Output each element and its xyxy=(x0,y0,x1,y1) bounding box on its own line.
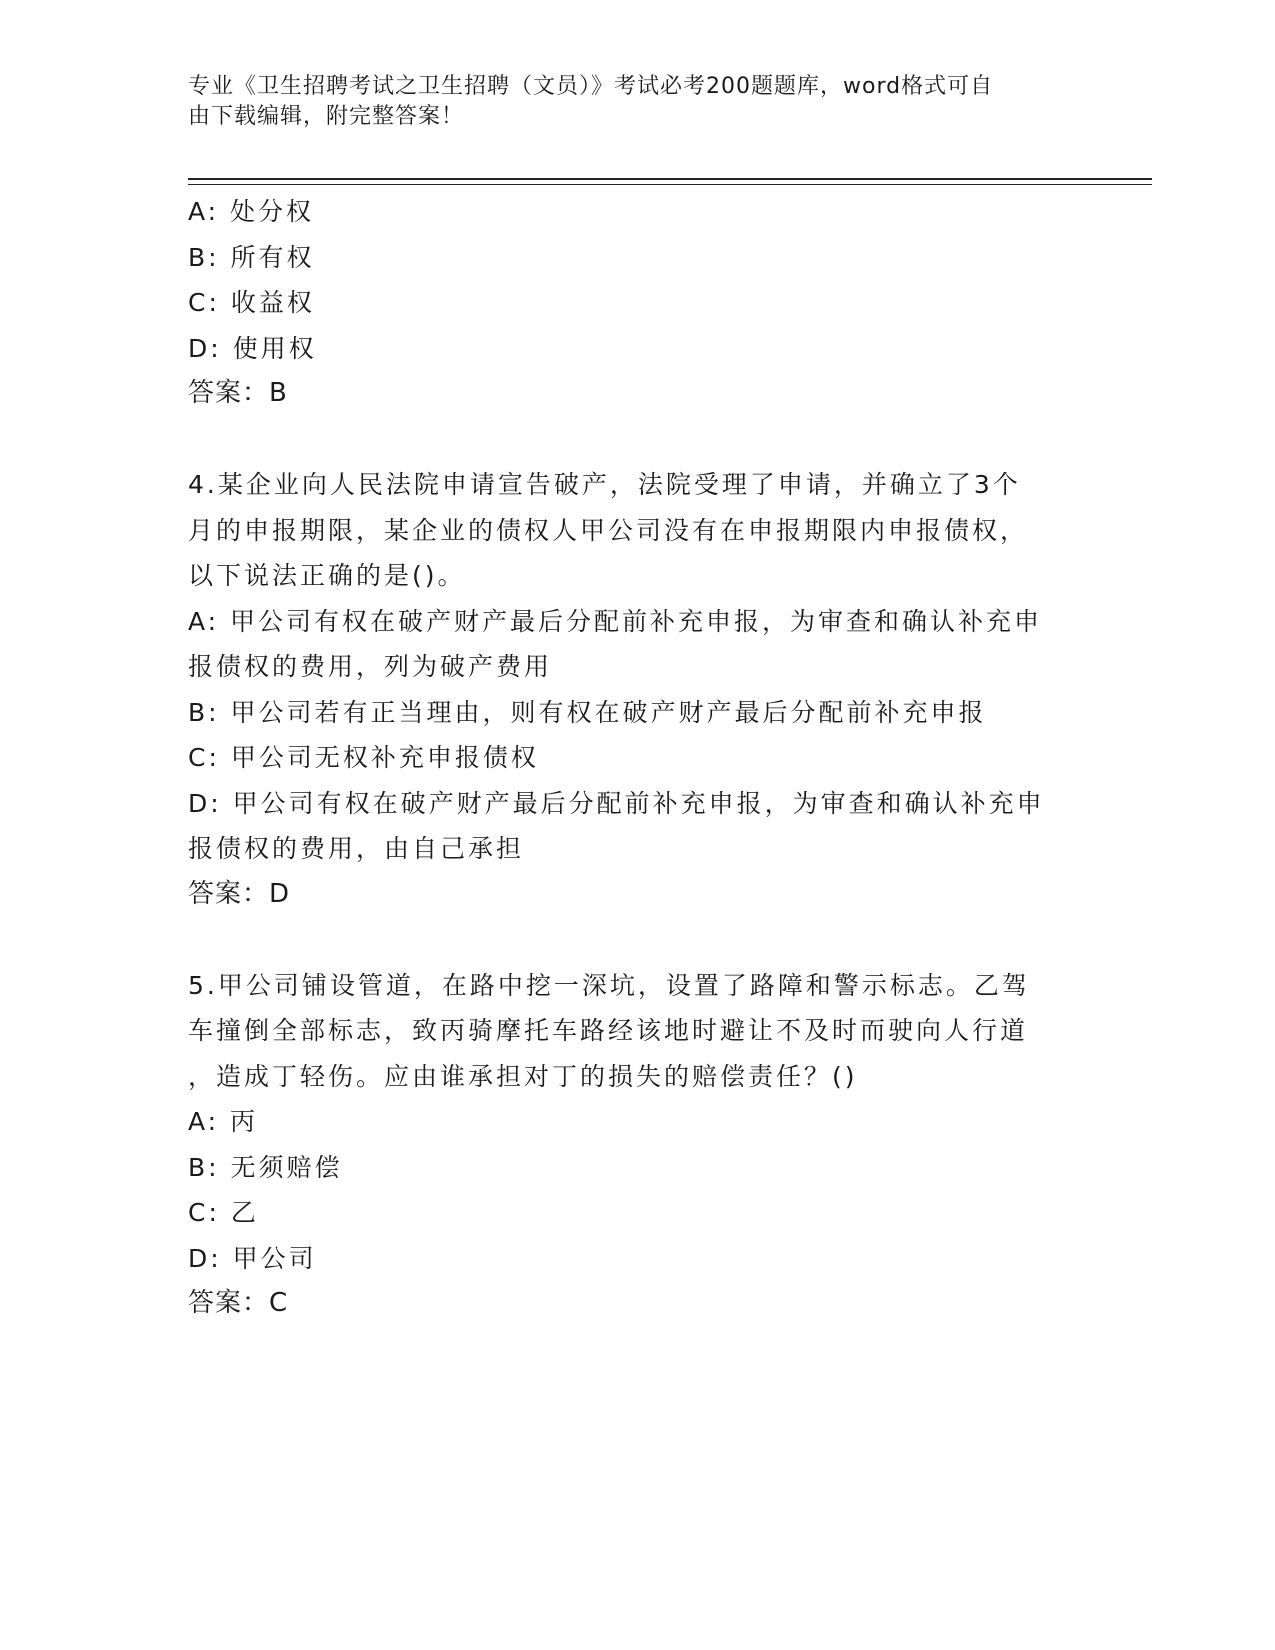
q3-answer: 答案：B xyxy=(188,378,288,408)
header-line-1: 专业《卫生招聘考试之卫生招聘（文员）》考试必考200题题库，word格式可自 xyxy=(188,74,994,99)
q4-stem-line-1: 4.某企业向人民法院申请宣告破产，法院受理了申请，并确立了3个 xyxy=(188,470,1021,499)
question-list xyxy=(188,189,1088,1327)
q4-stem-line-3: 以下说法正确的是()。 xyxy=(188,561,466,590)
question-3 xyxy=(188,189,1088,417)
question-5 xyxy=(188,963,1088,1327)
q5-option-c: C: 乙 xyxy=(188,1198,259,1227)
document-header xyxy=(188,72,1068,132)
q3-option-d: D: 使用权 xyxy=(188,333,317,363)
header-divider-thin xyxy=(188,184,1152,185)
q5-stem-line-2: 车撞倒全部标志，致丙骑摩托车路经该地时避让不及时而驶向人行道 xyxy=(188,1016,1029,1045)
q4-stem-line-2: 月的申报期限，某企业的债权人甲公司没有在申报期限内申报债权， xyxy=(188,515,1029,545)
q4-option-d-line-1: D: 甲公司有权在破产财产最后分配前补充申报，为审查和确认补充申 xyxy=(188,788,1045,818)
header-line-2: 由下载编辑，附完整答案！ xyxy=(188,104,465,129)
q3-option-c: C: 收益权 xyxy=(188,288,315,317)
q4-option-a-line-2: 报债权的费用，列为破产费用 xyxy=(188,652,553,681)
question-4 xyxy=(188,462,1088,917)
q4-option-c: C: 甲公司无权补充申报债权 xyxy=(188,743,539,772)
q4-option-b: B: 甲公司若有正当理由，则有权在破产财产最后分配前补充申报 xyxy=(188,697,987,727)
q5-option-d: D: 甲公司 xyxy=(188,1243,317,1273)
q5-option-a: A: 丙 xyxy=(188,1107,259,1136)
q5-stem-line-3: ，造成丁轻伤。应由谁承担对丁的损失的赔偿责任？() xyxy=(188,1061,858,1091)
q4-answer: 答案：D xyxy=(188,878,291,909)
q4-option-d-line-2: 报债权的费用，由自己承担 xyxy=(188,834,525,863)
header-divider xyxy=(188,178,1152,180)
q3-option-a: A: 处分权 xyxy=(188,197,315,226)
q5-stem-line-1: 5.甲公司铺设管道，在路中挖一深坑，设置了路障和警示标志。乙驾 xyxy=(188,970,1030,1000)
spacer xyxy=(188,417,1088,463)
q4-option-a-line-1: A: 甲公司有权在破产财产最后分配前补充申报，为审查和确认补充申 xyxy=(188,606,1043,636)
q5-answer: 答案：C xyxy=(188,1288,289,1318)
q5-option-b: B: 无须赔偿 xyxy=(188,1152,343,1182)
q3-option-b: B: 所有权 xyxy=(188,242,315,272)
spacer xyxy=(188,917,1088,963)
